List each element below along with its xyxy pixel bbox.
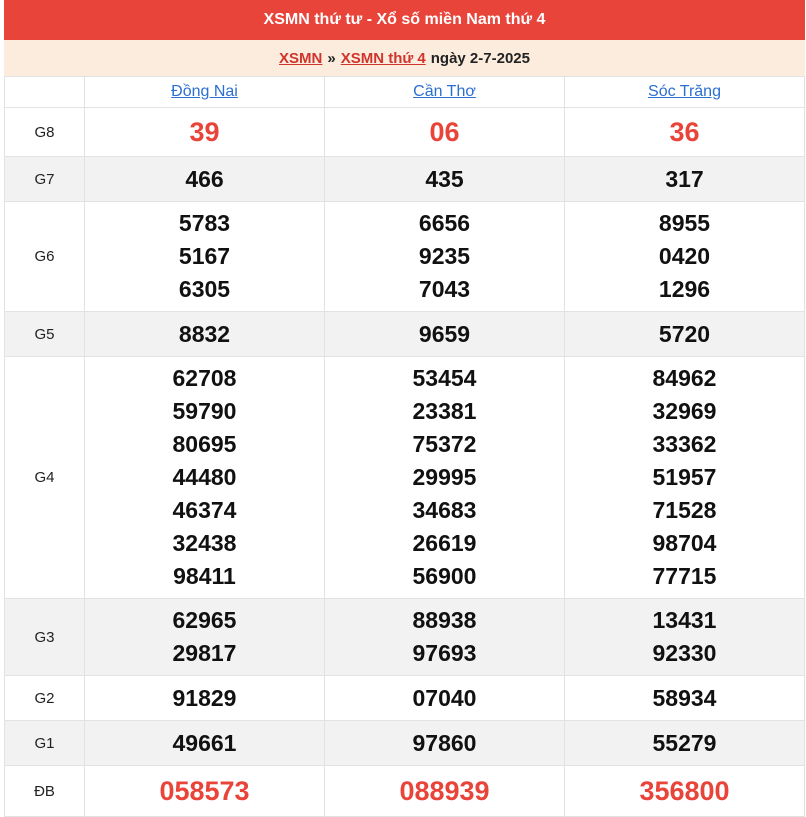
prize-label: G8 xyxy=(5,108,85,157)
prize-cell xyxy=(565,676,805,721)
prize-number: 39 xyxy=(189,117,220,147)
prize-label: G7 xyxy=(5,157,85,202)
prize-number: 98704 xyxy=(652,530,717,556)
prize-number: 44480 xyxy=(172,464,237,490)
prize-cell xyxy=(565,108,805,157)
prize-number: 56900 xyxy=(412,563,477,589)
prize-cell xyxy=(85,312,325,357)
breadcrumb-date: ngày 2-7-2025 xyxy=(430,49,530,67)
prize-number: 58934 xyxy=(652,684,717,711)
prize-number: 97693 xyxy=(412,640,477,666)
prize-number: 32438 xyxy=(172,530,237,556)
prize-number: 5720 xyxy=(658,320,711,347)
prize-number: 06 xyxy=(429,117,460,147)
prize-cell xyxy=(565,312,805,357)
prize-cell xyxy=(565,721,805,766)
prize-cell xyxy=(565,157,805,202)
prize-number: 7043 xyxy=(418,276,471,302)
prize-number: 88938 xyxy=(412,607,477,633)
prize-number: 5167 xyxy=(178,243,231,269)
prize-number: 92330 xyxy=(652,640,717,666)
prize-label: ĐB xyxy=(5,766,85,817)
prize-row-g7 xyxy=(5,157,805,202)
prize-number: 356800 xyxy=(639,776,730,806)
prize-number: 5783 xyxy=(178,210,231,236)
breadcrumb xyxy=(4,40,805,76)
prize-number: 59790 xyxy=(172,398,237,424)
prize-label: G5 xyxy=(5,312,85,357)
prize-number: 80695 xyxy=(172,431,237,457)
prize-cell xyxy=(565,357,805,599)
prize-number: 317 xyxy=(665,165,704,192)
prize-label: G1 xyxy=(5,721,85,766)
prize-number: 51957 xyxy=(652,464,717,490)
prize-label: G6 xyxy=(5,202,85,312)
prize-cell xyxy=(325,312,565,357)
prize-number: 62965 xyxy=(172,607,237,633)
prize-number: 71528 xyxy=(652,497,717,523)
prize-number: 9659 xyxy=(418,320,471,347)
prize-number: 46374 xyxy=(172,497,237,523)
breadcrumb-link-xsmn[interactable]: XSMN xyxy=(279,49,323,67)
prize-cell xyxy=(85,357,325,599)
breadcrumb-separator: » xyxy=(327,49,336,67)
prize-cell xyxy=(325,676,565,721)
prize-cell xyxy=(325,202,565,312)
prize-row-g1 xyxy=(5,721,805,766)
prize-number: 435 xyxy=(425,165,464,192)
prize-cell xyxy=(565,202,805,312)
province-cell xyxy=(565,77,805,108)
prize-row-g5 xyxy=(5,312,805,357)
province-header-row xyxy=(5,77,805,108)
prize-number: 23381 xyxy=(412,398,477,424)
prize-cell xyxy=(85,599,325,676)
prize-cell xyxy=(565,766,805,817)
prize-label: G4 xyxy=(5,357,85,599)
prize-number: 98411 xyxy=(173,563,236,589)
prize-cell xyxy=(85,766,325,817)
prize-cell xyxy=(85,202,325,312)
prize-cell xyxy=(85,108,325,157)
prize-cell xyxy=(325,721,565,766)
results-panel xyxy=(4,0,805,817)
page-title: XSMN thứ tư - Xổ số miền Nam thứ 4 xyxy=(4,0,805,40)
header-empty-cell xyxy=(5,77,85,108)
prize-number: 84962 xyxy=(652,365,717,391)
prize-number: 62708 xyxy=(172,365,237,391)
prize-number: 26619 xyxy=(412,530,477,556)
prize-number: 6656 xyxy=(418,210,471,236)
results-table xyxy=(4,76,805,817)
prize-number: 34683 xyxy=(412,497,477,523)
prize-number: 91829 xyxy=(172,684,237,711)
prize-number: 77715 xyxy=(652,563,717,589)
prize-label: G3 xyxy=(5,599,85,676)
prize-number: 32969 xyxy=(652,398,717,424)
province-link-can-tho[interactable]: Cần Thơ xyxy=(413,83,476,100)
prize-cell xyxy=(85,157,325,202)
prize-cell xyxy=(325,157,565,202)
prize-number: 466 xyxy=(185,165,224,192)
province-link-dong-nai[interactable]: Đồng Nai xyxy=(171,83,238,100)
prize-number: 1296 xyxy=(658,276,711,302)
prize-cell xyxy=(85,721,325,766)
prize-number: 49661 xyxy=(172,729,237,756)
prize-number: 55279 xyxy=(652,729,717,756)
breadcrumb-link-xsmn-thu-4[interactable]: XSMN thứ 4 xyxy=(340,49,426,67)
prize-number: 8955 xyxy=(658,210,711,236)
province-cell xyxy=(325,77,565,108)
province-link-soc-trang[interactable]: Sóc Trăng xyxy=(648,83,721,100)
prize-number: 75372 xyxy=(412,431,477,457)
prize-label: G2 xyxy=(5,676,85,721)
province-cell xyxy=(85,77,325,108)
prize-number: 13431 xyxy=(652,607,717,633)
prize-row-g4 xyxy=(5,357,805,599)
prize-number: 9235 xyxy=(418,243,471,269)
prize-cell xyxy=(565,599,805,676)
prize-row-g3 xyxy=(5,599,805,676)
prize-row-db xyxy=(5,766,805,817)
prize-number: 6305 xyxy=(178,276,231,302)
prize-number: 36 xyxy=(669,117,700,147)
prize-number: 07040 xyxy=(412,684,477,711)
prize-number: 53454 xyxy=(412,365,477,391)
prize-row-g6 xyxy=(5,202,805,312)
prize-number: 088939 xyxy=(399,776,490,806)
prize-number: 33362 xyxy=(652,431,717,457)
prize-number: 8832 xyxy=(178,320,231,347)
prize-number: 0420 xyxy=(658,243,711,269)
prize-row-g8 xyxy=(5,108,805,157)
prize-number: 29995 xyxy=(412,464,477,490)
prize-rows xyxy=(5,108,805,817)
prize-cell xyxy=(85,676,325,721)
prize-number: 058573 xyxy=(159,776,250,806)
prize-row-g2 xyxy=(5,676,805,721)
prize-cell xyxy=(325,357,565,599)
prize-number: 29817 xyxy=(172,640,237,666)
prize-number: 97860 xyxy=(412,729,477,756)
prize-cell xyxy=(325,599,565,676)
prize-cell xyxy=(325,766,565,817)
prize-cell xyxy=(325,108,565,157)
